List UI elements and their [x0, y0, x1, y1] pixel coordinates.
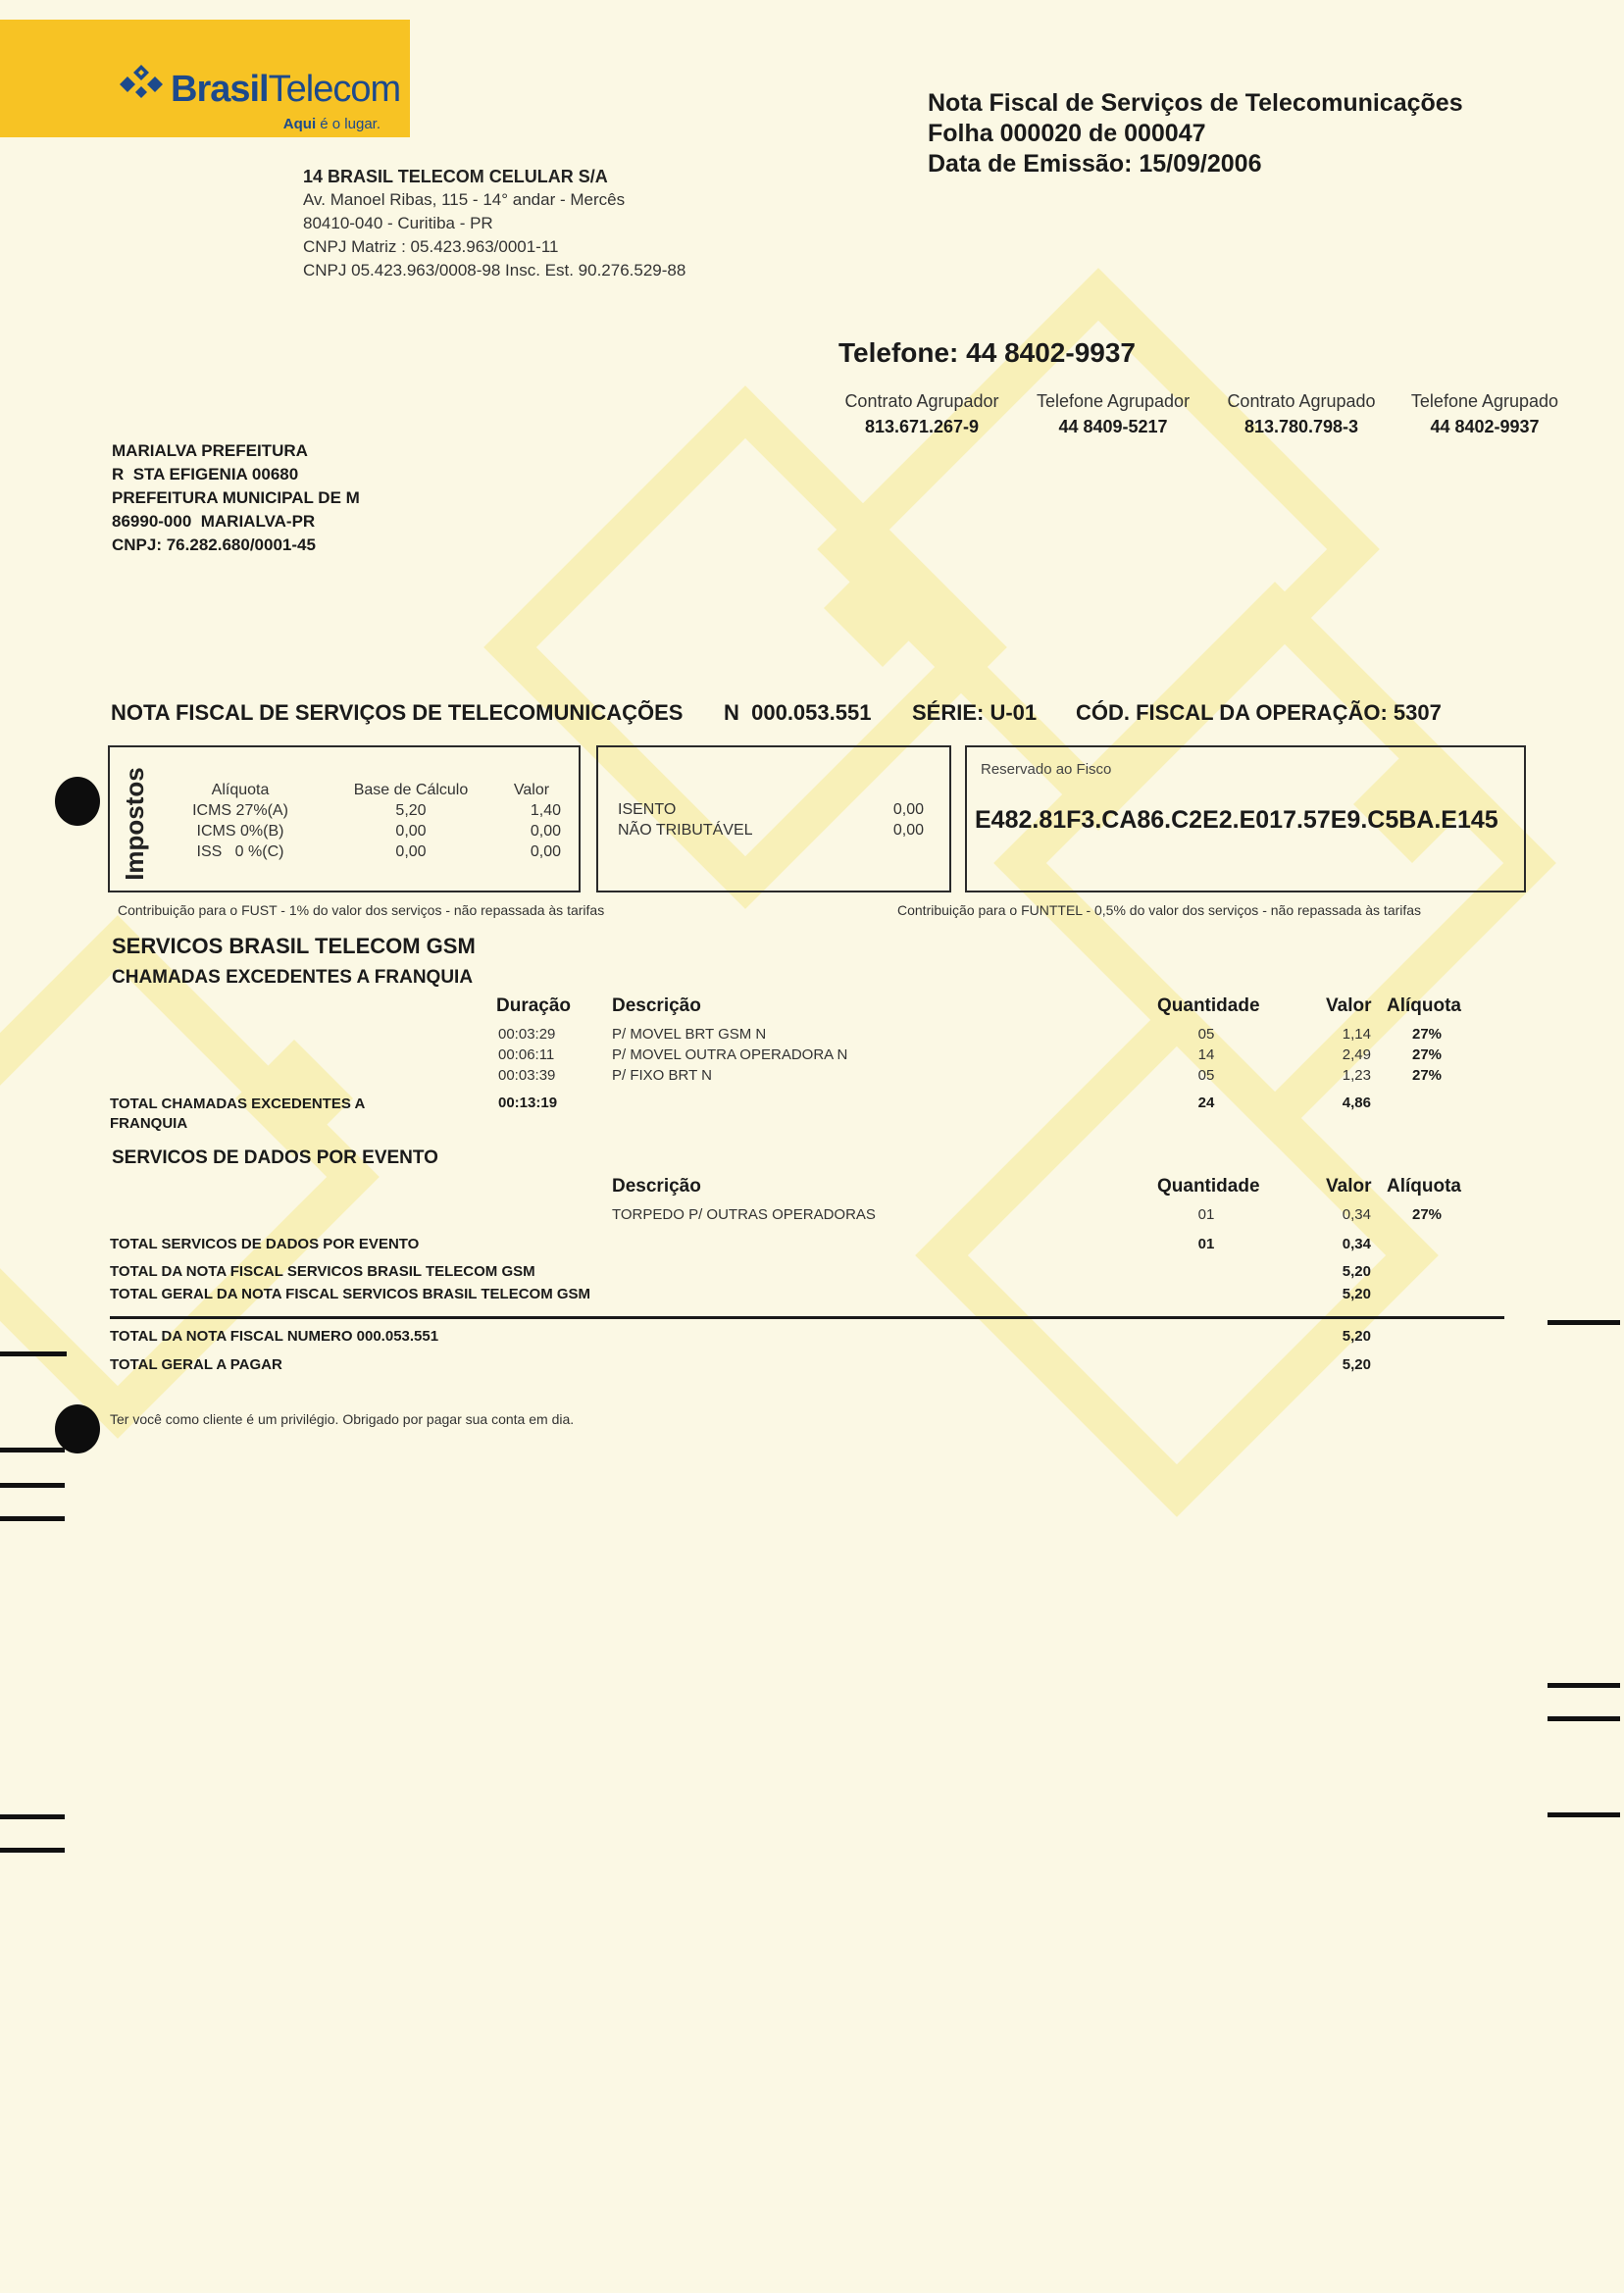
data-header-descricao: Descrição	[612, 1176, 701, 1197]
cell-duracao: 00:06:11	[498, 1046, 555, 1063]
calls-header-quantidade: Quantidade	[1157, 995, 1260, 1016]
table-row	[0, 1206, 1624, 1227]
tax-cell: ISS 0 %(C)	[196, 843, 284, 860]
grouping-item	[1022, 388, 1204, 439]
margin-mark	[0, 1516, 65, 1521]
cell-valor: 1,14	[1342, 1026, 1371, 1043]
grouping-item	[1398, 388, 1571, 439]
client-line: CNPJ: 76.282.680/0001-45	[112, 535, 316, 554]
tax-cell: 0,00	[530, 843, 561, 860]
calls-header-duracao: Duração	[496, 995, 572, 1016]
grouping-label: Telefone Agrupador	[1036, 391, 1191, 411]
issuer-info	[303, 165, 685, 282]
cell-descricao: TORPEDO P/ OUTRAS OPERADORAS	[612, 1206, 876, 1223]
cell-quantidade: 05	[1197, 1067, 1215, 1084]
issuer-cnpj-insc: CNPJ 05.423.963/0008-98 Insc. Est. 90.276.529-88	[303, 261, 686, 280]
exempt-value: 0,00	[892, 822, 924, 839]
logo-brand: BrasilTelecom	[171, 69, 401, 110]
grouping-label: Contrato Agrupado	[1227, 391, 1376, 411]
cell-duracao: 00:03:39	[498, 1067, 556, 1084]
table-row	[0, 1046, 1624, 1067]
margin-mark	[0, 1483, 65, 1488]
tax-cell: 0,00	[395, 823, 427, 840]
nf-total-value: 5,20	[1342, 1328, 1371, 1345]
data-header-valor: Valor	[1326, 1176, 1372, 1197]
exempt-label: NÃO TRIBUTÁVEL	[618, 822, 753, 839]
cell-quantidade: 14	[1197, 1046, 1215, 1063]
margin-mark	[1548, 1812, 1620, 1817]
nf-total-label: TOTAL DA NOTA FISCAL NUMERO 000.053.551	[110, 1328, 439, 1345]
calls-header-descricao: Descrição	[612, 995, 701, 1016]
data-header-quantidade: Quantidade	[1157, 1176, 1260, 1197]
calls-section-title: CHAMADAS EXCEDENTES A FRANQUIA	[112, 967, 474, 988]
tax-cell: 1,40	[530, 802, 561, 819]
data-section-title: SERVICOS DE DADOS POR EVENTO	[112, 1147, 438, 1168]
tax-base-column	[339, 780, 482, 862]
cell-descricao: P/ MOVEL OUTRA OPERADORA N	[612, 1046, 848, 1063]
calls-total-duracao: 00:13:19	[498, 1095, 558, 1111]
exempt-value: 0,00	[892, 801, 924, 818]
tax-header-base: Base de Cálculo	[353, 782, 469, 798]
margin-mark	[0, 1351, 67, 1356]
fust-note: Contribuição para o FUST - 1% do valor dos serviços - não repassada às tarifas	[118, 902, 605, 918]
margin-mark	[0, 1848, 65, 1853]
totals-divider	[110, 1316, 1504, 1319]
client-address	[112, 439, 360, 557]
client-line: PREFEITURA MUNICIPAL DE M	[112, 488, 360, 507]
cell-quantidade: 01	[1197, 1206, 1215, 1223]
cell-quantidade: 05	[1197, 1026, 1215, 1043]
cell-aliquota: 27%	[1412, 1026, 1443, 1043]
nf-number: N 000.053.551	[724, 700, 872, 725]
document-title: Nota Fiscal de Serviços de Telecomunicações	[928, 89, 1463, 117]
logo	[0, 20, 410, 137]
calls-rows	[0, 1026, 1624, 1088]
exempt-values	[863, 799, 924, 841]
tax-aliquota-column	[177, 780, 304, 862]
cell-valor: 0,34	[1342, 1206, 1371, 1223]
tax-cell: 5,20	[395, 802, 427, 819]
exempt-label: ISENTO	[618, 801, 677, 818]
funttel-note: Contribuição para o FUNTTEL - 0,5% do valor dos serviços - não repassada às tarifas	[897, 902, 1422, 918]
impostos-label: Impostos	[120, 767, 149, 881]
calls-header-valor: Valor	[1326, 995, 1372, 1016]
calls-total-valor: 4,86	[1342, 1095, 1371, 1111]
cell-duracao: 00:03:29	[498, 1026, 556, 1043]
grouping-value: 44 8402-9937	[1430, 417, 1540, 436]
punch-hole	[55, 777, 100, 826]
calls-total-label-line: TOTAL CHAMADAS EXCEDENTES A	[110, 1096, 366, 1112]
fisco-hash: E482.81F3.CA86.C2E2.E017.57E9.C5BA.E145	[975, 806, 1498, 834]
table-row	[0, 1026, 1624, 1046]
calls-header-aliquota: Alíquota	[1387, 995, 1461, 1016]
margin-mark	[1548, 1320, 1620, 1325]
document-folha: Folha 000020 de 000047	[928, 120, 1206, 147]
document-emissao: Data de Emissão: 15/09/2006	[928, 150, 1262, 178]
issuer-cnpj-matriz: CNPJ Matriz : 05.423.963/0001-11	[303, 237, 559, 256]
gsm-grand-total-value: 5,20	[1342, 1286, 1371, 1302]
exempt-labels	[618, 799, 753, 841]
tax-header-valor: Valor	[513, 782, 550, 798]
nf-cfop: CÓD. FISCAL DA OPERAÇÃO: 5307	[1076, 700, 1442, 725]
phone-number: Telefone: 44 8402-9937	[838, 337, 1136, 368]
services-title: SERVICOS BRASIL TELECOM GSM	[112, 934, 476, 958]
data-header-aliquota: Alíquota	[1387, 1176, 1461, 1197]
client-line: 86990-000 MARIALVA-PR	[112, 512, 316, 531]
grouping-value: 813.780.798-3	[1243, 417, 1359, 436]
calls-total-label	[110, 1095, 365, 1134]
cell-descricao: P/ FIXO BRT N	[612, 1067, 712, 1084]
client-line: MARIALVA PREFEITURA	[112, 441, 308, 460]
data-total-valor: 0,34	[1342, 1236, 1371, 1252]
margin-mark	[0, 1814, 65, 1819]
punch-hole	[55, 1404, 100, 1453]
margin-mark	[1548, 1716, 1620, 1721]
grouping-item	[1214, 388, 1389, 439]
tax-cell: 0,00	[395, 843, 427, 860]
gsm-grand-total-label: TOTAL GERAL DA NOTA FISCAL SERVICOS BRASIL TELECOM GSM	[110, 1286, 591, 1302]
thank-you-note: Ter você como cliente é um privilégio. Obrigado por pagar sua conta em dia.	[110, 1411, 575, 1427]
nf-serie: SÉRIE: U-01	[912, 700, 1038, 725]
calls-total-label-line: FRANQUIA	[110, 1115, 188, 1132]
table-row	[0, 1067, 1624, 1088]
tax-valor-column	[502, 780, 561, 862]
data-total-label: TOTAL SERVICOS DE DADOS POR EVENTO	[110, 1236, 420, 1252]
tax-cell: ICMS 27%(A)	[192, 802, 288, 819]
margin-mark	[0, 1448, 65, 1452]
grand-total-value: 5,20	[1342, 1356, 1371, 1373]
cell-aliquota: 27%	[1412, 1046, 1443, 1063]
data-total-quantidade: 01	[1197, 1236, 1215, 1252]
grand-total-label: TOTAL GERAL A PAGAR	[110, 1356, 282, 1373]
tax-cell: ICMS 0%(B)	[196, 823, 284, 840]
grouping-label: Contrato Agrupador	[844, 391, 999, 411]
tax-header-aliquota: Alíquota	[211, 782, 270, 798]
gsm-total-value: 5,20	[1342, 1263, 1371, 1280]
cell-descricao: P/ MOVEL BRT GSM N	[612, 1026, 767, 1043]
issuer-name: 14 BRASIL TELECOM CELULAR S/A	[303, 167, 608, 186]
document-header	[928, 88, 1463, 179]
issuer-address: Av. Manoel Ribas, 115 - 14° andar - Mercês	[303, 190, 626, 209]
calls-total-quantidade: 24	[1197, 1095, 1215, 1111]
client-line: R STA EFIGENIA 00680	[112, 465, 299, 484]
issuer-city: 80410-040 - Curitiba - PR	[303, 214, 493, 232]
nf-label: NOTA FISCAL DE SERVIÇOS DE TELECOMUNICAÇÕES	[111, 700, 684, 725]
grouping-value: 813.671.267-9	[864, 417, 980, 436]
brasiltelecom-mark-icon	[116, 63, 167, 102]
cell-valor: 1,23	[1342, 1067, 1371, 1084]
logo-tagline: Aqui é o lugar.	[282, 116, 381, 132]
tax-cell: 0,00	[530, 823, 561, 840]
grouping-value: 44 8409-5217	[1058, 417, 1168, 436]
cell-valor: 2,49	[1342, 1046, 1371, 1063]
gsm-total-label: TOTAL DA NOTA FISCAL SERVICOS BRASIL TELECOM GSM	[110, 1263, 535, 1280]
grouping-item	[832, 388, 1012, 439]
cell-aliquota: 27%	[1412, 1067, 1443, 1084]
fisco-label: Reservado ao Fisco	[981, 761, 1112, 778]
grouping-label: Telefone Agrupado	[1410, 391, 1559, 411]
cell-aliquota: 27%	[1412, 1206, 1443, 1223]
margin-mark	[1548, 1683, 1620, 1688]
